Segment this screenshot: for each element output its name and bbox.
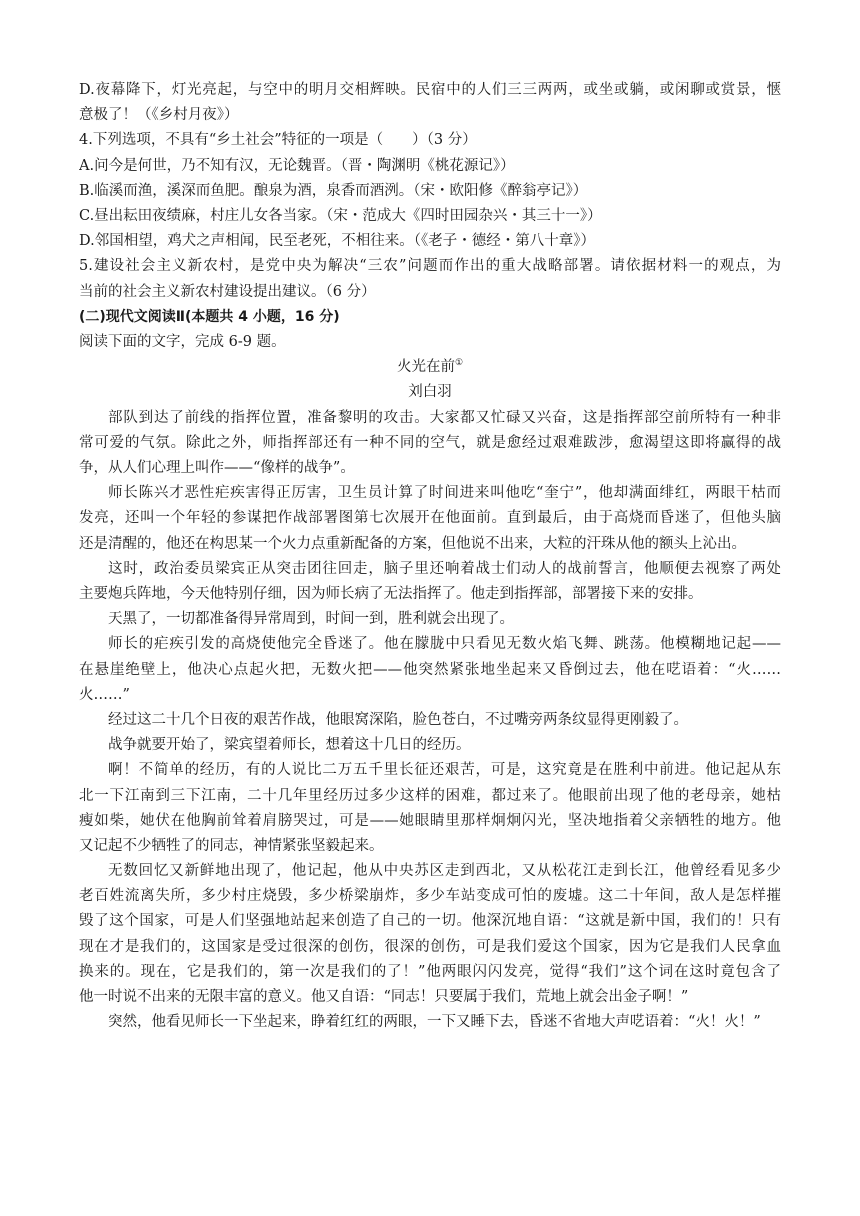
q3-option-d-line-2: 意极了！（《乡村月夜》）: [79, 107, 239, 124]
article-paragraph-8-line-1: 啊！不简单的经历，有的人说比二万五千里长征还艰苦，可是，这究竟是在胜利中前进。他记起从东: [108, 762, 781, 779]
section-instruction: 阅读下面的文字，完成 6-9 题。: [79, 334, 286, 350]
article-paragraph-5-line-3: 火……”: [79, 686, 130, 703]
section-heading: (二)现代文阅读Ⅱ(本题共 4 小题，16 分): [79, 308, 340, 325]
article-paragraph-6-line-1: 经过这二十几个日夜的艰苦作战，他眼窝深陷，脸色苍白，不过嘴旁两条纹显得更刚毅了。: [108, 711, 688, 728]
article-paragraph-9-line-1: 无数回忆又新鲜地出现了，他记起，他从中央苏区走到西北，又从松花江走到长江，他曾经看见多少: [108, 863, 781, 880]
q4-option-c: C.昼出耘田夜绩麻，村庄儿女各当家。（宋・范成大《四时田园杂兴・其三十一》）: [79, 208, 602, 224]
article-paragraph-2-line-3: 还是清醒的，他还在构思某一个火力点重新配备的方案，但他说不出来，大粒的汗珠从他的额头上沁出。: [79, 535, 746, 552]
q3-option-d-line-1: D.夜幕降下，灯光亮起，与空中的明月交相辉映。民宿中的人们三三两两，或坐或躺，或闲聊或赏景，惬: [79, 82, 781, 98]
article-paragraph-9-line-3: 毁了这个国家，可是人们坚强地站起来创造了自己的一切。他深沉地自语：“这就是新中国，我们的！只有: [79, 913, 781, 930]
article-paragraph-3-line-2: 主要炮兵阵地，今天他特别仔细，因为师长病了无法指挥了。他走到指挥部，部署接下来的安排。: [79, 585, 703, 602]
article-title: [79, 355, 781, 380]
q5-line-1: 5.建设社会主义新农村，是党中央为解决“三农”问题而作出的重大战略部署。请依据材料一的观点，为: [79, 258, 781, 275]
article-paragraph-4-line-1: 天黑了，一切都准备得异常周到，时间一到，胜利就会出现了。: [108, 611, 514, 628]
article-title-text: 火光在前: [396, 359, 455, 376]
article-paragraph-5-line-1: 师长的疟疾引发的高烧使他完全昏迷了。他在朦胧中只看见无数火焰飞舞、跳荡。他模糊地记起——: [108, 636, 781, 653]
article-paragraph-2-line-1: 师长陈兴才恶性疟疾害得正厉害，卫生员计算了时间进来叫他吃“奎宁”，他却满面绯红，两眼干枯而: [108, 485, 781, 502]
q4-option-d: D.邻国相望，鸡犬之声相闻，民至老死，不相往来。（《老子・德经・第八十章》）: [79, 233, 595, 250]
article-paragraph-1-line-1: 部队到达了前线的指挥位置，准备黎明的攻击。大家都又忙碌又兴奋，这是指挥部空前所特有一种非: [108, 409, 781, 426]
q5-line-2: 当前的社会主义新农村建设提出建议。（6 分）: [79, 283, 376, 300]
article-paragraph-9-line-5: 换来的。现在，它是我们的，第一次是我们的了！”他两眼闪闪发亮，觉得“我们”这个词在这时竟包含了: [79, 963, 781, 980]
article-paragraph-9-line-4: 现在才是我们的，这国家是受过很深的创伤，很深的创伤，可是我们爱这个国家，因为它是我们人民拿血: [79, 938, 781, 955]
article-paragraph-8-line-3: 瘦如柴，她伏在他胸前耸着肩膀哭过，可是——她眼睛里那样炯炯闪光，坚决地指着父亲牺牲的地方。他: [79, 812, 781, 829]
article-paragraph-8-line-2: 北一下江南到三下江南，二十几年里经历过多少这样的困难，都过来了。他眼前出现了他的老母亲，她枯: [79, 787, 781, 804]
q4-stem: 4.下列选项，不具有“乡土社会”特征的一项是（ ）（3 分）: [79, 132, 477, 149]
article-paragraph-2-line-2: 发亮，还叫一个年轻的参谋把作战部署图第七次展开在他面前。直到最后，由于高烧而昏迷了，但他头脑: [79, 510, 781, 527]
article-paragraph-9-line-6: 他一时说不出来的无限丰富的意义。他又自语：“同志！只要属于我们，荒地上就会出金子啊！”: [79, 989, 689, 1006]
article-paragraph-10-line-1: 突然，他看见师长一下坐起来，睁着红红的两眼，一下又睡下去，昏迷不省地大声呓语着：“火！火！”: [108, 1014, 761, 1031]
article-paragraph-7-line-1: 战争就要开始了，梁宾望着师长，想着这十几日的经历。: [108, 737, 471, 754]
article-paragraph-9-line-2: 老百姓流离失所，多少村庄烧毁，多少桥梁崩炸，多少车站变成可怕的废墟。这二十年间，敌人是怎样摧: [79, 888, 781, 905]
article-paragraph-1-line-2: 常可爱的气氛。除此之外，师指挥部还有一种不同的空气，就是愈经过艰难跋涉，愈渴望这即将赢得的战: [79, 434, 781, 451]
article-title-note: ①: [454, 358, 464, 369]
q4-option-b: B.临溪而渔，溪深而鱼肥。酿泉为酒，泉香而酒洌。（宋・欧阳修《醉翁亭记》）: [79, 182, 588, 199]
document-page: [79, 78, 781, 1035]
article-paragraph-3-line-1: 这时，政治委员梁宾正从突击团往回走，脑子里还响着战士们动人的战前誓言，他顺便去视察了两处: [108, 560, 781, 577]
article-paragraph-5-line-2: 在悬崖绝壁上，他决心点起火把，无数火把——他突然紧张地坐起来又昏倒过去，他在呓语着：“火……: [79, 661, 781, 678]
article-paragraph-1-line-3: 争，从人们心理上叫作——“像样的战争”。: [79, 459, 355, 476]
article-body: [79, 406, 781, 1036]
article-author: 刘白羽: [408, 384, 452, 401]
q4-option-a: A.问今是何世，乃不知有汉，无论魏晋。（晋・陶渊明《桃花源记》）: [79, 157, 515, 174]
article-paragraph-8-line-4: 又记起不少牺牲了的同志，神情紧张坚毅起来。: [79, 837, 384, 854]
